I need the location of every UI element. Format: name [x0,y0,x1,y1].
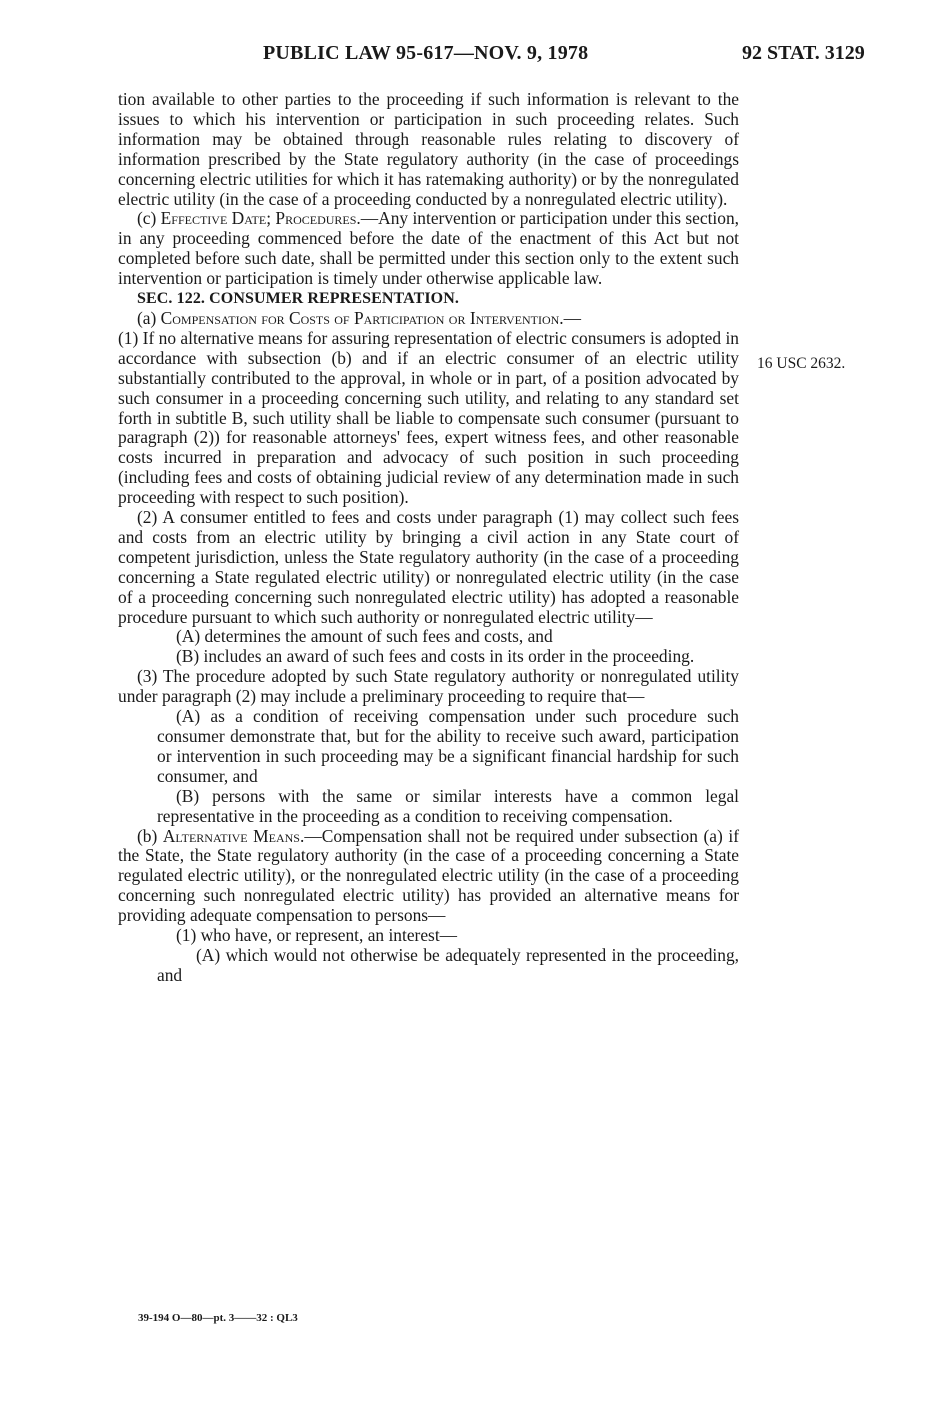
paragraph-a3-A: (A) as a condition of receiving compensation under such procedure such consumer demonstrate that, but for the ability to receive such award, participation or intervention in such proceeding may be a significant financial hardship for such consumer, and [157,706,739,786]
section-heading: SEC. 122. CONSUMER REPRESENTATION. [137,290,459,308]
subsection-c-text: —Any intervention or participation under this section, in any proceeding commenced before the date of the enactment of this Act but not completed before such date, shall be permitted under this section only to the extent such intervention or participation is timely under otherwise applicable law. [118,208,739,289]
subsection-a-dash: — [563,307,582,328]
paragraph-b1-A: (A) which would not otherwise be adequately represented in the proceeding, and [157,944,739,985]
margin-citation: 16 USC 2632. [757,355,846,372]
paragraph-a3-B: (B) persons with the same or similar interests have a common legal representative in the proceeding as a condition to receiving compensation. [157,785,739,826]
statute-page-number: 92 STAT. 3129 [742,42,865,64]
subsection-b [118,827,739,927]
subsection-b-text: —Compensation shall not be required under subsection (a) if the State, the State regulatory authority (in the case of a proceeding concerning a State regulated electric utility), or the nonregulated electric utility (in the case of a proceeding concerning such nonregulated electric utility) has provided an alternative means for providing adequate compensation to persons— [118,825,739,926]
paragraph-a2: (2) A consumer entitled to fees and costs under paragraph (1) may collect such fees and costs from an electric utility by bringing a civil action in any State court of competent jurisdiction, unless the State regulatory authority (in the case of a proceeding concerning a State regulated electric utility) or nonregulated electric utility (in the case of a proceeding concerning such nonregulated electric utility) has adopted a reasonable procedure pursuant to which such authority or nonregulated electric utility— [118,507,739,627]
subsection-a-heading-line [118,309,739,329]
subsection-b-heading: Alternative Means. [162,825,305,846]
paragraph-a1: (1) If no alternative means for assuring representation of electric consumers is adopted in accordance with subsection (b) and if an electric consumer of an electric utility substantially contributed to the approval, in whole or in part, of a position advocated by such consumer in a proceeding concerning such utility, and relating to any standard set forth in subtitle B, such utility shall be liable to compensate such consumer (pursuant to paragraph (2)) for reasonable attorneys' fees, expert witness fees, and other reasonable costs incurred in preparation and advocacy of such position in such proceeding (including fees and costs of obtaining judicial review of any determination made in such proceeding with respect to such position). [118,327,739,508]
paragraph-b1: (1) who have, or represent, an interest— [176,925,458,946]
subsection-c-label: (c) [137,208,161,229]
paragraph-a3: (3) The procedure adopted by such State regulatory authority or nonregulated utility under paragraph (2) may include a preliminary proceeding to require that— [118,666,739,707]
paragraph-a2-A: (A) determines the amount of such fees and costs, and [176,626,553,647]
continued-paragraph: tion available to other parties to the proceeding if such information is relevant to the issues to which his intervention or participation in such proceeding relates. Such information may be obtained through reasonable rules relating to discovery of information prescribed by the State regulatory authority (in the case of proceedings concerning electric utilities for which it has ratemaking authority) or by the nonregulated electric utility (in the case of a proceeding conducted by a nonregulated electric utility). [118,89,739,209]
paragraph-a2-B: (B) includes an award of such fees and costs in its order in the proceeding. [176,646,695,667]
print-code: 39-194 O—80—pt. 3——32 : QL3 [138,1312,298,1324]
subsection-c [118,209,739,289]
subsection-a-heading: Compensation for Costs of Participation or Intervention. [160,307,564,328]
subsection-a-label: (a) [137,307,161,328]
running-header-title: PUBLIC LAW 95-617—NOV. 9, 1978 [263,42,589,64]
document-body [118,90,739,986]
subsection-c-heading: Effective Date; Procedures. [160,208,361,229]
subsection-b-label: (b) [137,825,163,846]
